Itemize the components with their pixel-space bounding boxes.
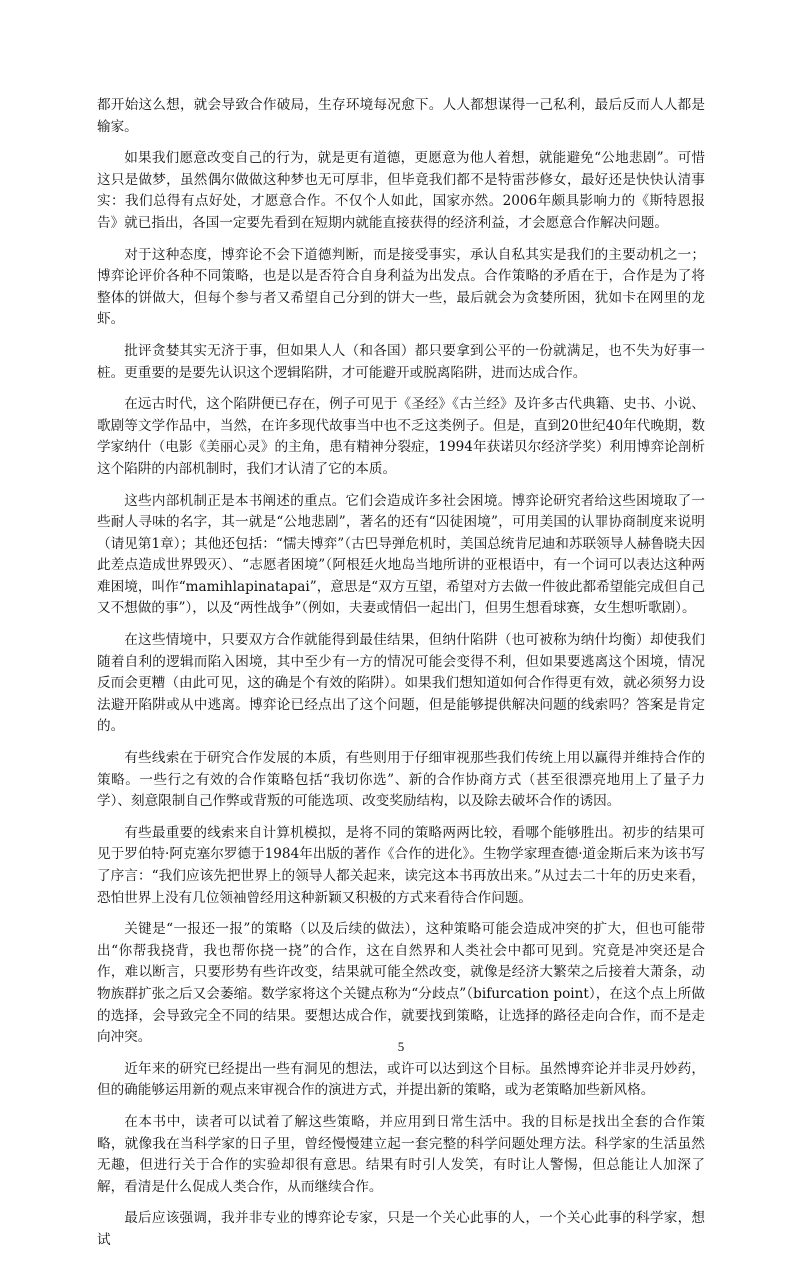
paragraph-8: 有些线索在于研究合作发展的本质，有些则用于仔细审视那些我们传统上用以赢得并维持合作的策略。一些行之有效的合作策略包括“我切你选”、新的合作协商方式（甚至很漂亮地用上了量子力学）、刻意限制自己作弊或背叛的可能选项、改变奖励结构，以及除去破坏合作的诱因。 bbox=[97, 750, 705, 810]
page-number: 5 bbox=[397, 1039, 405, 1054]
paragraph-4: 批评贪婪其实无济于事，但如果人人（和各国）都只要拿到公平的一份就满足，也不失为好事一桩。更重要的是要先认识这个逻辑陷阱，才可能避开或脱离陷阱，进而达成合作。 bbox=[97, 342, 705, 381]
paragraph-5: 在远古时代，这个陷阱便已存在，例子可见于《圣经》《古兰经》及许多古代典籍、史书、小说、歌剧等文学作品中，当然，在许多现代故事当中也不乏这类例子。但是，直到20世纪40年代晚期，数学家纳什（电影《美丽心灵》的主角，患有精神分裂症，1994年获诺贝尔经济学奖）利用博弈论剖析这个陷阱的内部机制时，我们才认清了它的本质。 bbox=[97, 396, 705, 477]
paragraph-11: 近年来的研究已经提出一些有洞见的想法，或许可以达到这个目标。虽然博弈论并非灵丹妙药，但的确能够运用新的观点来审视合作的演进方式，并提出新的策略，或为老策略加些新风格。 bbox=[97, 1060, 705, 1099]
paragraph-10: 关键是“一报还一报”的策略（以及后续的做法），这种策略可能会造成冲突的扩大，但也可能带出“你帮我挠背，我也帮你挠一挠”的合作，这在自然界和人类社会中都可见到。究竟是冲突还是合作，难以断言，只要形势有些许改变，结果就可能全然改变，就像是经济大繁荣之后接着大萧条，动物族群扩张之后又会萎缩。数学家将这个关键点称为“分歧点”（bifurcation point），在这个点上所做的选择，会导致完全不同的结果。要想达成合作，就要找到策略，让选择的路径走向合作，而不是走向冲突。 bbox=[97, 921, 705, 1046]
body-text bbox=[97, 95, 705, 1262]
paragraph-6: 这些内部机制正是本书阐述的重点。它们会造成许多社会困境。博弈论研究者给这些困境取了一些耐人寻味的名字，其一就是“公地悲剧”，著名的还有“囚徒困境”，可用美国的认罪协商制度来说明（请见第1章）；其他还包括：“懦夫博弈”（古巴导弹危机时，美国总统肯尼迪和苏联领导人赫鲁晓夫因此差点造成世界毁灭）、“志愿者困境”（阿根廷火地岛当地所讲的亚根语中，有一个词可以表达这种两难困境，叫作“mamihlapinatapai”，意思是“双方互望，希望对方去做一件彼此都希望能完成但自己又不想做的事”），以及“两性战争”（例如，夫妻或情侣一起出门，但男生想看球赛，女生想听歌剧）。 bbox=[97, 492, 705, 617]
paragraph-3: 对于这种态度，博弈论不会下道德判断，而是接受事实，承认自私其实是我们的主要动机之一；博弈论评价各种不同策略，也是以是否符合自身利益为出发点。合作策略的矛盾在于，合作是为了将整体的饼做大，但每个参与者又希望自己分到的饼大一些，最后就会为贪婪所困，犹如卡在网里的龙虾。 bbox=[97, 246, 705, 328]
paragraph-9: 有些最重要的线索来自计算机模拟，是将不同的策略两两比较，看哪个能够胜出。初步的结果可见于罗伯特·阿克塞尔罗德于1984年出版的著作《合作的进化》。生物学家理查德·道金斯后来为该书写了序言：“我们应该先把世界上的领导人都关起来，读完这本书再放出来。”从过去二十年的历史来看，恐怕世界上没有几位领袖曾经用这种新颖又积极的方式来看待合作问题。 bbox=[97, 824, 705, 906]
paragraph-12: 在本书中，读者可以试着了解这些策略，并应用到日常生活中。我的目标是找出全套的合作策略，就像我在当科学家的日子里，曾经慢慢建立起一套完整的科学问题处理方法。科学家的生活虽然无趣，但进行关于合作的实验却很有意思。结果有时引人发笑，有时让人警惕，但总能让人加深了解，看清是什么促成人类合作，从而继续合作。 bbox=[97, 1113, 705, 1195]
paragraph-13: 最后应该强调，我并非专业的博弈论专家，只是一个关心此事的人，一个关心此事的科学家，想试 bbox=[97, 1210, 705, 1248]
paragraph-2: 如果我们愿意改变自己的行为，就是更有道德，更愿意为他人着想，就能避免“公地悲剧”。可惜这只是做梦，虽然偶尔做做这种梦也无可厚非，但毕竟我们都不是特雷莎修女，最好还是快快认清事实：我们总得有点好处，才愿意合作。不仅个人如此，国家亦然。2006年颇具影响力的《斯特恩报告》就已指出，各国一定要先看到在短期内就能直接获得的经济利益，才会愿意合作解决问题。 bbox=[97, 150, 705, 231]
paragraph-1: 都开始这么想，就会导致合作破局，生存环境每况愈下。人人都想谋得一己私利，最后反而人人都是输家。 bbox=[97, 97, 705, 135]
paragraph-7: 在这些情境中，只要双方合作就能得到最佳结果，但纳什陷阱（也可被称为纳什均衡）却使我们随着自利的逻辑而陷入困境，其中至少有一方的情况可能会变得不利，但如果要逃离这个困境，情况反而会更糟（由此可见，这的确是个有效的陷阱）。如果我们想知道如何合作得更有效，就必须努力设法避开陷阱或从中逃离。博弈论已经点出了这个问题，但是能够提供解决问题的线索吗？答案是肯定的。 bbox=[97, 632, 705, 735]
